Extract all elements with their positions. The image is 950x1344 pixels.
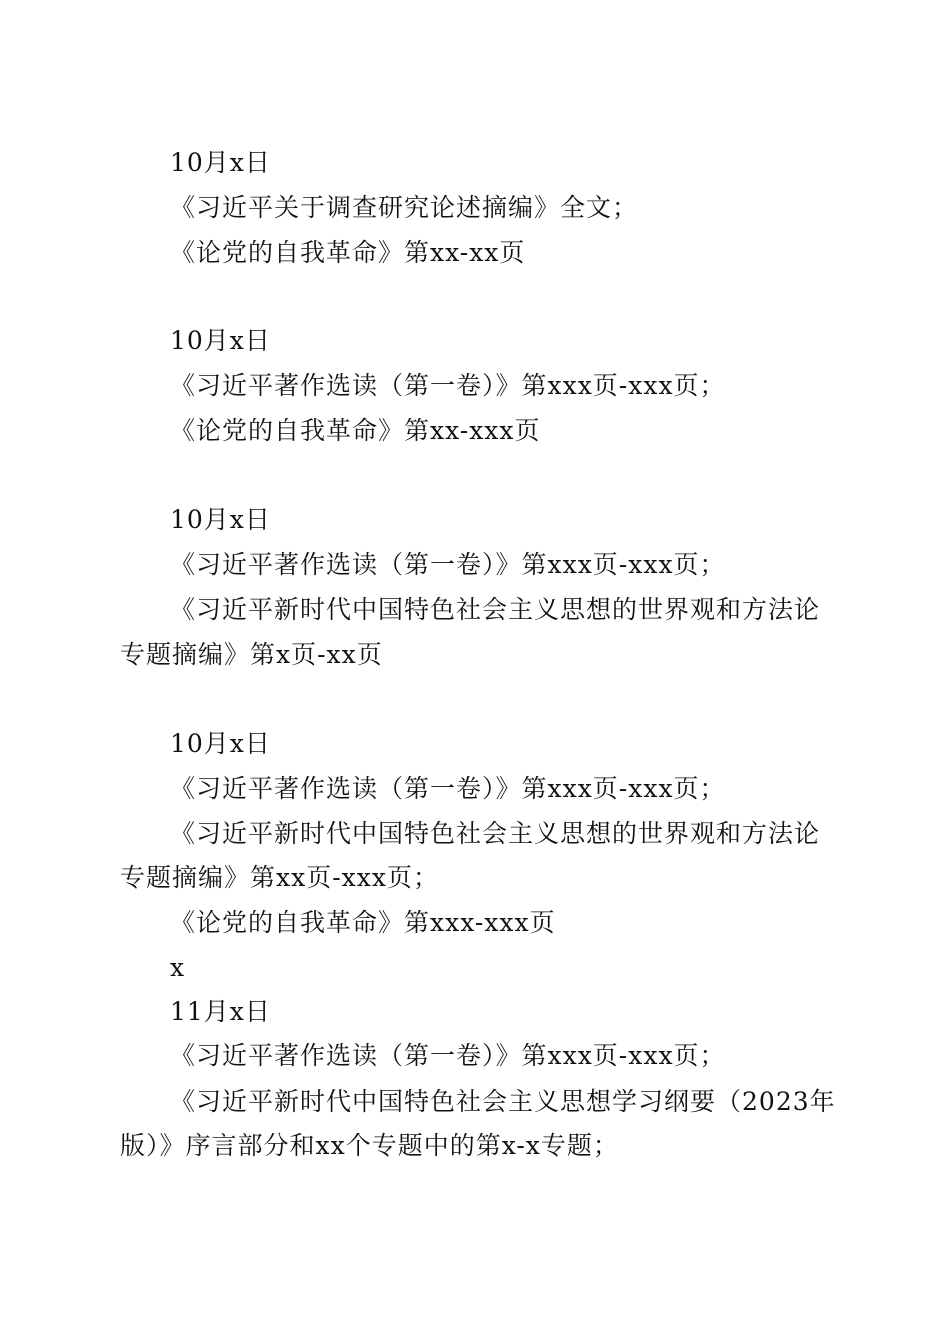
reading-item: 《习近平著作选读（第一卷）》第xxx页-xxx页； bbox=[170, 1041, 726, 1070]
reading-item: 《论党的自我革命》第xxx-xxx页 bbox=[170, 908, 556, 937]
reading-item: 《习近平著作选读（第一卷）》第xxx页-xxx页； bbox=[170, 371, 726, 400]
section-date: 10月x日 bbox=[170, 326, 271, 355]
section-date: 10月x日 bbox=[170, 729, 271, 758]
reading-item-continuation: 专题摘编》第xx页-xxx页； bbox=[120, 863, 439, 892]
section-date: 10月x日 bbox=[170, 505, 271, 534]
reading-item: 《习近平著作选读（第一卷）》第xxx页-xxx页； bbox=[170, 774, 726, 803]
reading-item: 《习近平新时代中国特色社会主义思想的世界观和方法论 bbox=[170, 819, 821, 848]
section-separator: x bbox=[170, 953, 186, 982]
section-date: 10月x日 bbox=[170, 148, 271, 177]
reading-item: 《习近平关于调查研究论述摘编》全文； bbox=[170, 193, 639, 222]
section-date: 11月x日 bbox=[170, 997, 271, 1026]
reading-item-continuation: 版）》序言部分和xx个专题中的第x-x专题； bbox=[120, 1131, 619, 1160]
reading-item: 《习近平新时代中国特色社会主义思想学习纲要（2023年 bbox=[170, 1087, 836, 1116]
reading-item: 《习近平新时代中国特色社会主义思想的世界观和方法论 bbox=[170, 595, 821, 624]
reading-item-continuation: 专题摘编》第x页-xx页 bbox=[120, 640, 383, 669]
reading-item: 《论党的自我革命》第xx-xx页 bbox=[170, 238, 526, 267]
reading-item: 《论党的自我革命》第xx-xxx页 bbox=[170, 416, 541, 445]
reading-item: 《习近平著作选读（第一卷）》第xxx页-xxx页； bbox=[170, 550, 726, 579]
